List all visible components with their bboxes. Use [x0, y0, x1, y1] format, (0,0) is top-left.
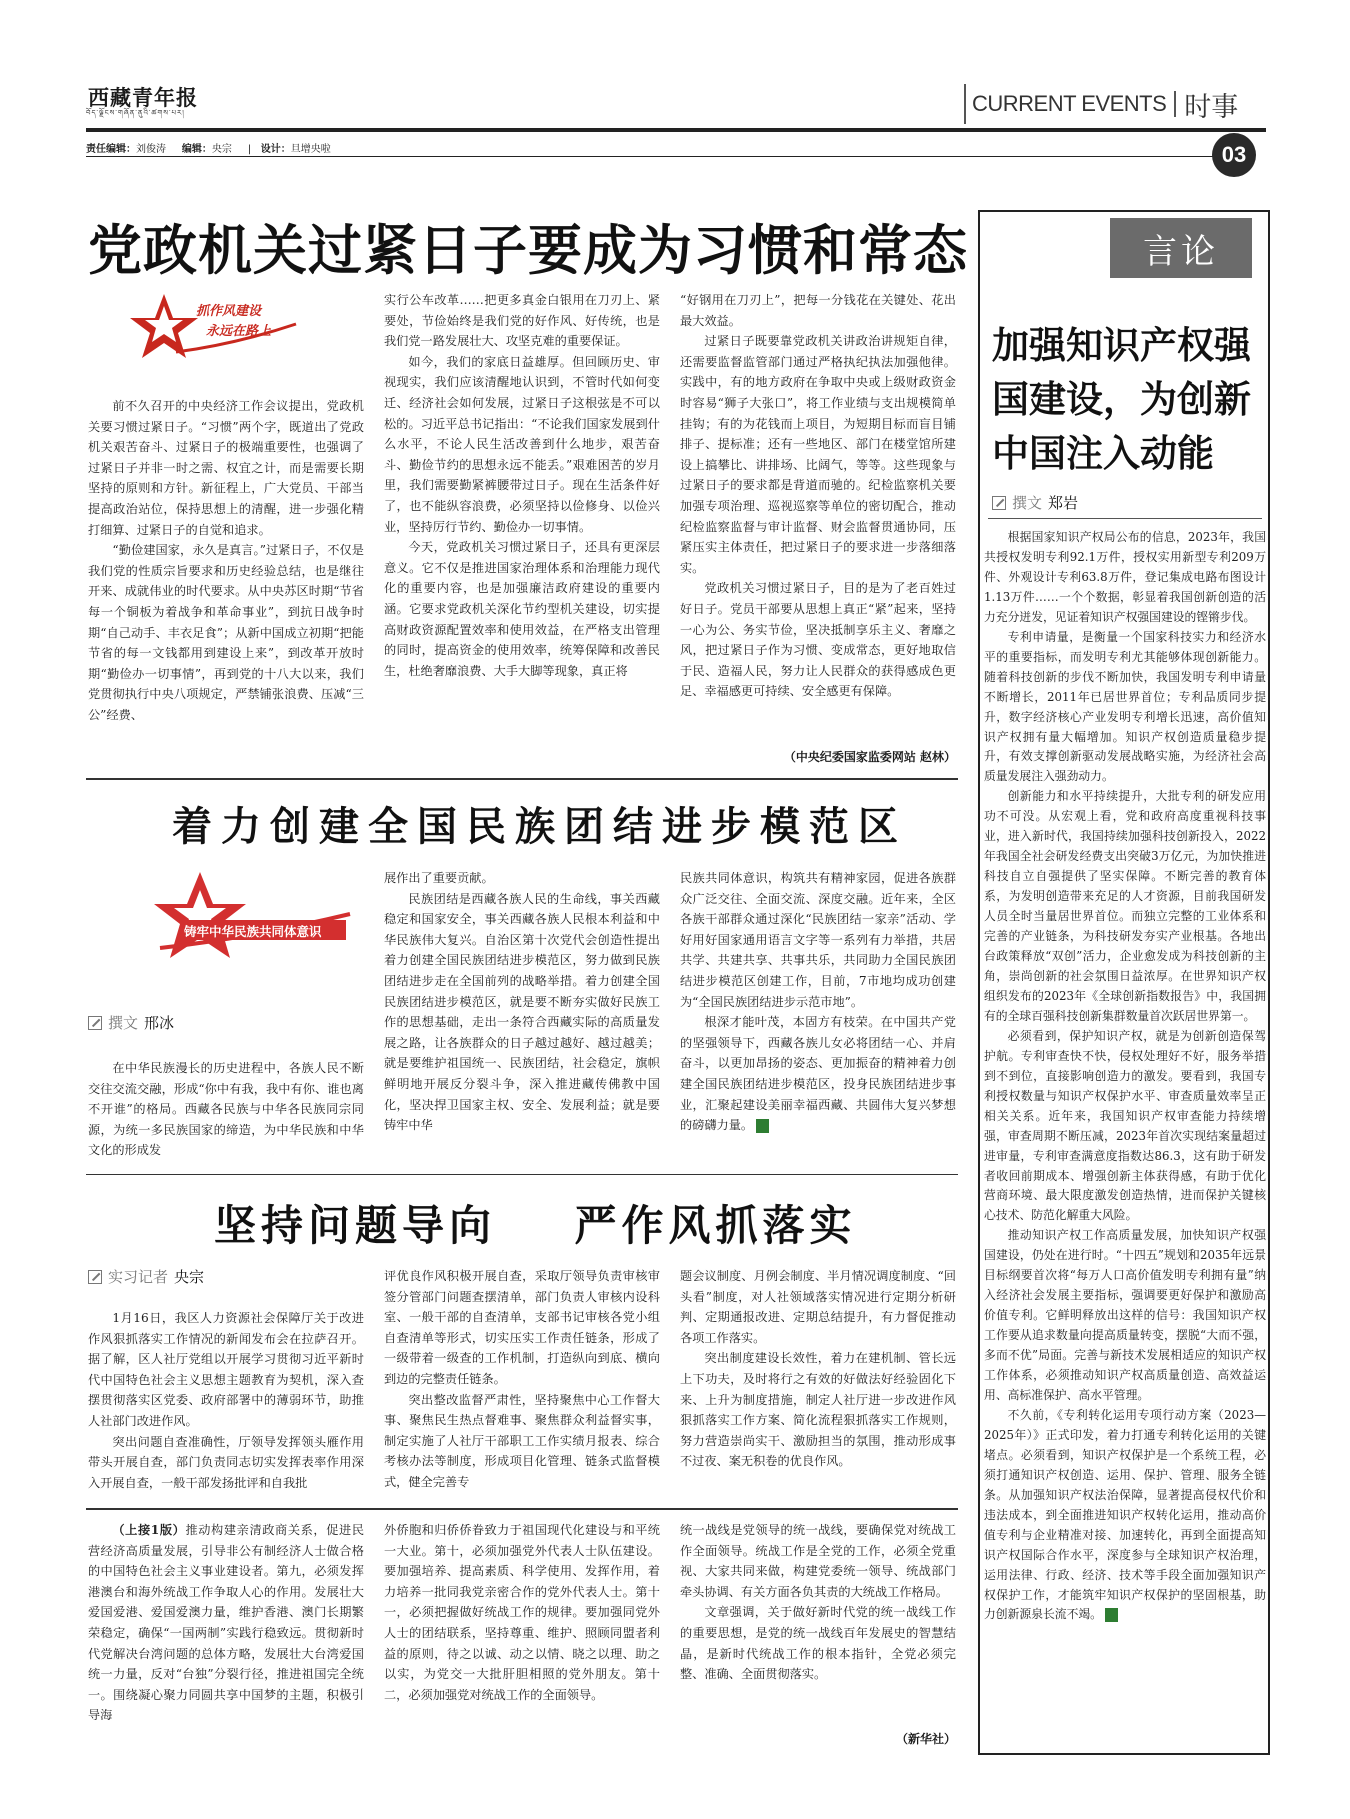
article1-source: （中央纪委国家监委网站 赵林） — [783, 750, 956, 764]
byline-name: 央宗 — [174, 1268, 205, 1286]
headline-part2: 严作风抓落实 — [574, 1201, 857, 1250]
article1-headline: 党政机关过紧日子要成为习惯和常态 — [88, 219, 968, 282]
article4-col3 — [680, 1520, 956, 1728]
paper-name-tibetan: བོད་ལྗོངས་གཞོན་ནུའི་ཚགས་པར། — [86, 109, 185, 117]
article4-col1 — [88, 1520, 364, 1750]
paragraph: 评优良作风积极开展自查，采取厅领导负责审核审签分管部门问题查摆清单，部门负责人审核内设科室、一般干部的自查清单，支部书记审核各党小组自查清单等形式，切实压实工作责任链条，形成了一级带着一级查的工作机制，打造纵向到底、横向到边的完整责任链条。 — [384, 1269, 660, 1386]
opinion-body — [984, 528, 1266, 1748]
headline-part1: 坚持问题导向 — [214, 1201, 497, 1250]
paragraph: 在中华民族漫长的历史进程中，各族人民不断交往交流交融，形成“你中有我，我中有你、谁也离不开谁”的格局。西藏各民族与中华各民族同宗同源，为统一多民族国家的缔造，为中华民族和中华文化的形成发 — [88, 1061, 364, 1158]
editor2-name: 央宗 — [211, 144, 232, 155]
divider — [86, 778, 958, 780]
article1-col1 — [88, 396, 364, 774]
paragraph-text: 不久前，《专利转化运用专项行动方案（2023—2025年）》正式印发，着力打通专利转化运用的关键堵点。必须看到，知识产权保护是一个系统工程，必须打通知识产权创造、运用、保护、管理、服务全链条。从加强知识产权法治保障，显著提高侵权代价和违法成本，到全面推进知识产权转化运用，推动高价值专利与企业精准对接、加速转化，再到全面提高知识产权国际合作水平，深度参与全球知识产权治理，运用法律、行政、经济、技术等手段全面加强知识产权保护工作，才能筑牢知识产权保护的坚固根基，助力创新源泉长流不竭。 — [984, 1407, 1266, 1622]
article2-col3 — [680, 868, 956, 1150]
paragraph: “好钢用在刀刃上”，把每一分钱花在关键处、花出最大效益。 — [680, 293, 956, 328]
article3-col3 — [680, 1266, 956, 1494]
article1-col3 — [680, 290, 956, 740]
red-star-icon — [140, 868, 360, 968]
pen-icon — [88, 1270, 102, 1284]
byline-label: 撰文 — [1012, 494, 1043, 512]
badge-line2: 永远在路上 — [206, 324, 272, 339]
opinion-title: 加强知识产权强国建设，为创新中国注入动能 — [992, 323, 1251, 475]
paragraph-text: 根深才能叶茂，本固方有枝荣。在中国共产党的坚强领导下，西藏各族儿女必将团结一心、并肩奋斗，以更加昂扬的姿态、更加振奋的精神着力创建全国民族团结进步模范区，投身民族团结进步事业，汇聚起建设美丽幸福西藏、共圆伟大复兴梦想的磅礴力量。 — [680, 1015, 956, 1133]
paragraph: 统一战线是党领导的统一战线，要确保党对统战工作全面领导。统战工作是全党的工作，必须全党重视、大家共同来做，构建党委统一领导、统战部门牵头协调、有关方面各负其责的大统战工作格局。 — [680, 1523, 956, 1599]
article1-badge — [126, 292, 306, 364]
article2-headline: 着力创建全国民族团结进步模范区 — [172, 804, 907, 850]
pen-icon — [992, 496, 1006, 510]
divider — [86, 1174, 958, 1175]
paragraph: 今天，党政机关习惯过紧日子，还具有更深层意义。它不仅是推进国家治理体系和治理能力现代化的重要内容，也是加强廉洁政府建设的重要内涵。它要求党政机关深化节约型机关建设，切实提高财政资源配置效率和使用效益，在严格支出管理的同时，提高资金的使用效率，统筹保障和改善民生，杜绝奢靡浪费、大手大脚等现象，真正将 — [384, 540, 660, 678]
article3-headline — [214, 1193, 857, 1253]
paragraph: 1月16日，我区人力资源社会保障厅关于改进作风狠抓落实工作情况的新闻发布会在拉萨召开。据了解，区人社厅党组以开展学习贯彻习近平新时代中国特色社会主义思想主题教育为契机，深入查摆贯彻落实区党委、政府部署中的薄弱环节，助推人社部门改进作风。 — [88, 1311, 364, 1428]
paragraph-text: 推动构建亲清政商关系，促进民营经济高质量发展，引导非公有制经济人士做合格的中国特色社会主义事业建设者。第九，必须发挥港澳台和海外统战工作争取人心的作用。发展壮大爱国爱港、爱国爱澳力量，维护香港、澳门长期繁荣稳定，确保“一国两制”实践行稳致远。贯彻新时代党解决台湾问题的总体方略，发展壮大台湾爱国统一力量，反对“台独”分裂行径，推进祖国完全统一。围绕凝心聚力同圆共享中国梦的主题，积极引导海 — [88, 1523, 365, 1723]
paragraph: 民族共同体意识，构筑共有精神家园，促进各族群众广泛交往、全面交流、深度交融。近年来，全区各族干部群众通过深化“民族团结一家亲”活动、学好用好国家通用语言文字等一系列有力举措，共居共学、共建共享、共事共乐，共同助力全国民族团结进步模范区创建工作，目前，7市地均成功创建为“全国民族团结进步示范市地”。 — [680, 871, 956, 1009]
article2-col1 — [88, 1058, 364, 1158]
paragraph: 实行公车改革……把更多真金白银用在刀刃上、紧要处，节俭始终是我们党的好作风、好传统，也是我们党一路发展壮大、攻坚克难的重要保证。 — [384, 293, 660, 349]
byline-label: 实习记者 — [108, 1268, 169, 1286]
paragraph: “勤俭建国家，永久是真言。”过紧日子，不仅是我们党的性质宗旨要求和历史经验总结，也是继往开来、成就伟业的时代要求。从中央苏区时期“节省每一个铜板为着战争和革命事业”，到抗日战争时期“自己动手、丰衣足食”；从新中国成立初期“把能节省的每一文钱都用到建设上来”，到改革开放时期“勤俭办一切事情”，再到党的十八大以来，我们党贯彻执行中央八项规定，严禁铺张浪费、压减“三公”经费、 — [88, 543, 364, 722]
article3-byline — [88, 1266, 204, 1287]
paragraph: 如今，我们的家底日益雄厚。但回顾历史、审视现实，我们应该清醒地认识到，不管时代如何变迁、经济社会如何发展，过紧日子这根弦是不可以松的。习近平总书记指出：“不论我们国家发展到什么水平，不论人民生活改善到什么地步，艰苦奋斗、勤俭节约的思想永远不能丢。”艰难困苦的岁月里，我们需要勤紧裤腰带过日子。现在生活条件好了，也不能纵容浪费，必须坚持以俭修身、以俭兴业，坚持厉行节约、勤俭办一切事情。 — [384, 354, 660, 534]
opinion-column-label: 言论 — [1110, 218, 1252, 278]
section-header — [964, 84, 1238, 124]
design-label: 设计： — [260, 144, 291, 155]
paragraph: 民族团结是西藏各族人民的生命线，事关西藏稳定和国家安全，事关西藏各族人民根本利益和中华民族伟大复兴。自治区第十次党代会创造性提出着力创建全国民族团结进步模范区，努力做到民族团结进步走在全国前列的战略举措。着力创建全国民族团结进步模范区，就是要不断夯实做好民族工作的思想基础，走出一条符合西藏实际的高质量发展之路，让各族群众的日子越过越好、越过越美；就是要维护祖国统一、民族团结，社会稳定，旗帜鲜明地开展反分裂斗争，深入推进藏传佛教中国化，坚决捍卫国家主权、安全、发展利益；就是要铸牢中华 — [384, 891, 660, 1133]
editor2-label: 编辑： — [181, 144, 212, 155]
byline-name: 郑岩 — [1048, 494, 1079, 512]
article3-col1 — [88, 1308, 364, 1494]
byline-name: 邢冰 — [144, 1014, 175, 1032]
paper-name: 西藏青年报 — [88, 85, 198, 110]
paragraph: 突出问题自查准确性，厅领导发挥领头雁作用带头开展自查，部门负责同志切实发挥表率作用深入开展自查，一般干部发扬批评和自我批 — [88, 1434, 364, 1490]
paragraph — [984, 1406, 1266, 1625]
section-en: CURRENT EVENTS — [972, 91, 1176, 117]
paragraph: 文章强调，关于做好新时代党的统一战线工作的重要思想，是党的统一战线百年发展史的智慧结晶，是新时代统战工作的根本指针，全党必须完整、准确、全面贯彻落实。 — [680, 1605, 956, 1682]
paragraph: 推动知识产权工作高质量发展，加快知识产权强国建设，仍处在进行时。“十四五”规划和2035年远景目标纲要首次将“每万人口高价值发明专利拥有量”纳入经济社会发展主要指标，强调要更好保护和激励高价值专利。它鲜明释放出这样的信号：我国知识产权工作要从追求数量向提高质量转变，摆脱“大而不强，多而不优”局面。完善与新技术发展相适应的知识产权工作体系，必须推动知识产权高质量创造、高效益运用、高标准保护、高水平管理。 — [984, 1228, 1266, 1402]
continued-marker: （上接1版） — [112, 1523, 186, 1537]
article3-col2 — [384, 1266, 660, 1494]
page-number: 03 — [1212, 133, 1256, 177]
editor-label: 责任编辑： — [86, 144, 136, 155]
paragraph: 必须看到，保护知识产权，就是为创新创造保驾护航。专利审查快不快，侵权处理好不好，服务举措到不到位，直接影响创造力的激发。要看到，我国专利授权数量与知识产权保护水平、审查质量效率呈正相关关系。近年来，我国知识产权审查能力持续增强，审查周期不断压减，2023年首次实现结案量超过进审量，专利审查满意度指数达86.3，这有助于研发者收回前期成本、增强创新主体获得感，有助于优化营商环境、最大限度激发创造热情，进而保护关键核心技术、防范化解重大风险。 — [984, 1028, 1266, 1223]
paragraph — [88, 1520, 364, 1726]
article2-col2 — [384, 868, 660, 1150]
byline-label: 撰文 — [108, 1014, 139, 1032]
article2-badge — [140, 868, 360, 968]
article2-byline — [88, 1012, 174, 1033]
badge-text: 铸牢中华民族共同体意识 — [184, 924, 322, 939]
editors-line: 责任编辑：刘俊涛 编辑：央宗 | 设计：旦增央啦 — [86, 144, 331, 155]
designer-name: 旦增央啦 — [290, 144, 331, 155]
end-mark-icon — [756, 1119, 769, 1133]
pen-icon — [88, 1016, 102, 1030]
masthead-rule — [86, 128, 1266, 132]
editor-name: 刘俊涛 — [136, 144, 166, 155]
article4-source: （新华社） — [895, 1732, 956, 1746]
paragraph: 突出整改监督严肃性，坚持聚焦中心工作督大事、聚焦民生热点督难事、聚焦群众利益督实事，制定实施了人社厅干部职工工作实绩月报表、综合考核办法等制度，形成项目化管理、链条式监督模式，健全完善专 — [384, 1392, 660, 1489]
paragraph: 外侨胞和归侨侨眷致力于祖国现代化建设与和平统一大业。第十，必须加强党外代表人士队伍建设。要加强培养、提高素质、科学使用、发挥作用，着力培养一批同我党亲密合作的党外代表人士。第十一，必须把握做好统战工作的规律。要加强同党外人士的团结联系，坚持尊重、维护、照顾同盟者利益的原则，待之以诚、动之以情、晓之以理、助之以实，为党交一大批肝胆相照的党外朋友。第十二，必须加强党对统战工作的全面领导。 — [384, 1523, 660, 1702]
badge-line1: 抓作风建设 — [196, 304, 262, 319]
paragraph: 突出制度建设长效性，着力在建机制、管长远上下功夫，及时将行之有效的好做法好经验固化下来、上升为制度措施，制定人社厅进一步改进作风狠抓落实工作方案、简化流程狠抓落实工作规则，努力营造崇尚实干、激励担当的氛围，推动形成事不过夜、案无积卷的优良作风。 — [680, 1351, 956, 1469]
paragraph: 根据国家知识产权局公布的信息，2023年，我国共授权发明专利92.1万件，授权实用新型专利209万件、外观设计专利63.8万件，登记集成电路布图设计1.13万件……一个个数据，彰显着我国创新创造的活力充分迸发，见证着知识产权强国建设的铿锵步伐。 — [984, 530, 1266, 624]
paragraph: 创新能力和水平持续提升，大批专利的研发应用功不可没。从宏观上看，党和政府高度重视科技事业，进入新时代，我国持续加强科技创新投入，2022年我国全社会研发经费支出突破3万亿元，为加快推进科技自立自强提供了坚实保障。不断完善的教育体系，为发明创造带来充足的人才资源，目前我国研发人员全时当量居世界首位。而独立完整的工业体系和完善的产业链条，为科技研发夯实产业根基。各地出台政策释放“双创”活力，企业愈发成为科技创新的主角，崇尚创新的社会氛围日益浓厚。在世界知识产权组织发布的2023年《全球创新指数报告》中，我国拥有的全球百强科技创新集群数量首次跃居世界第一。 — [984, 789, 1266, 1023]
section-cn: 时事 — [1184, 91, 1239, 123]
paragraph: 展作出了重要贡献。 — [384, 871, 494, 885]
opinion-byline — [992, 492, 1078, 513]
end-mark-icon — [1105, 1608, 1118, 1622]
paragraph: 专利申请量，是衡量一个国家科技实力和经济水平的重要指标，而发明专利尤其能够体现创新能力。随着科技创新的步伐不断加快，我国发明专利申请量不断增长，2011年已居世界首位；专利品质同步提升，数字经济核心产业发明专利增长迅速，高价值知识产权拥有量大幅增加。知识产权创造质量稳步提升，有效支撑创新驱动发展战略实施，为经济社会高质量发展注入强劲动力。 — [984, 629, 1266, 784]
divider — [988, 518, 1262, 519]
paragraph — [680, 1012, 956, 1136]
paragraph: 党政机关习惯过紧日子，目的是为了老百姓过好日子。党员干部要从思想上真正“紧”起来，坚持一心为公、务实节俭，坚决抵制享乐主义、奢靡之风，把过紧日子作为习惯、变成常态，更好地取信于民、造福人民，努力让人民群众的获得感成色更足、幸福感更可持续、安全感更有保障。 — [680, 581, 956, 699]
masthead-rule-thin — [86, 156, 1246, 157]
paragraph: 前不久召开的中央经济工作会议提出，党政机关要习惯过紧日子。“习惯”两个字，既道出了党政机关艰苦奋斗、过紧日子的极端重要性，也强调了过紧日子并非一时之需、权宜之计，而是需要长期坚持的原则和方针。新征程上，广大党员、干部当提高政治站位，保持思想上的清醒，进一步强化精打细算、过紧日子的自觉和追求。 — [88, 399, 364, 537]
article4-col2 — [384, 1520, 660, 1750]
paragraph: 题会议制度、月例会制度、半月情况调度制度、“回头看”制度，对人社领域落实情况进行定期分析研判、定期通报改进、定期总结提升，有力督促推动各项工作落实。 — [680, 1269, 956, 1345]
paragraph: 过紧日子既要靠党政机关讲政治讲规矩自律，还需要监督监管部门通过严格执纪执法加强他律。实践中，有的地方政府在争取中央或上级财政资金时容易“狮子大张口”，将工作业绩与支出规模简单挂钩；有的为花钱而上项目，为短期目标而盲目铺排子、提标准；还有一些地区、部门在楼堂馆所建设上搞攀比、讲排场、比阔气，等等。这些现象与过紧日子的要求都是背道而驰的。纪检监察机关要加强专项治理、巡视巡察等单位的密切配合，推动纪检监察监督与审计监督、财会监督贯通协同，压紧压实主体责任，把过紧日子的要求进一步落细落实。 — [680, 334, 956, 575]
divider — [86, 1508, 958, 1510]
article1-col2 — [384, 290, 660, 774]
